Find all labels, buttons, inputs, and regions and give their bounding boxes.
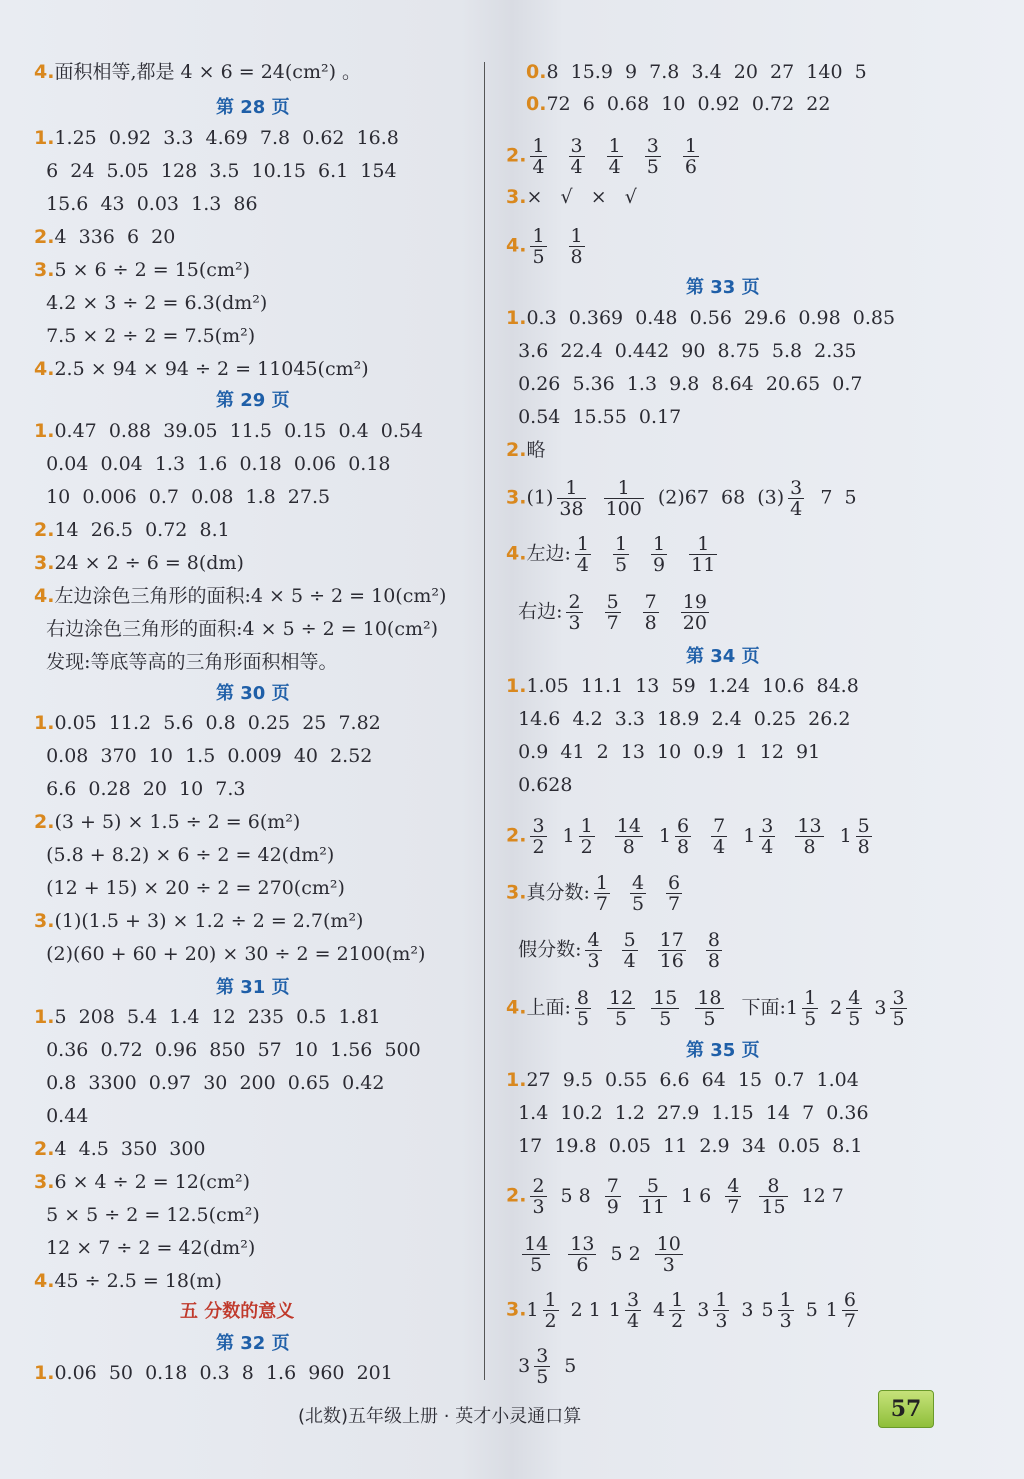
page-heading: 第 28 页 [216, 97, 290, 118]
answer-line: 0.8 3300 0.97 30 200 0.65 0.42 [34, 1072, 385, 1094]
fraction: $\frac{7}{9}$ [606, 1175, 619, 1218]
question-number: 4. [34, 1270, 55, 1292]
fraction: $\frac{14}{8}$ [616, 815, 641, 858]
fraction-line: 2. $\frac{1}{4}$ $\frac{3}{4}$ $\frac{1}{4}$ $\frac{3}{5}$ $\frac{1}{6}$ [506, 135, 697, 178]
question-number: 3. [34, 1171, 55, 1193]
question-number: 1. [506, 1069, 527, 1091]
answer-line: 0.36 0.72 0.96 850 57 10 1.56 500 [34, 1039, 421, 1061]
answer-line: 1.0.05 11.2 5.6 0.8 0.25 25 7.82 [34, 712, 381, 734]
fraction: $\frac{1}{7}$ [595, 872, 608, 915]
fraction: $\frac{13}{8}$ [797, 815, 822, 858]
question-number: 1. [506, 675, 527, 697]
answer-line: 0.9 41 2 13 10 0.9 1 12 91 [506, 741, 821, 763]
question-number: 4. [34, 358, 55, 380]
answer-line: 1.4 10.2 1.2 27.9 1.15 14 7 0.36 [506, 1102, 869, 1124]
fraction-line: 3 $\frac{3}{5}$ 5 [518, 1345, 577, 1388]
question-number: 4. [34, 585, 55, 607]
fraction: $\frac{1}{2}$ [544, 1289, 557, 1332]
fraction-line: 假分数: $\frac{4}{3}$ $\frac{5}{4}$ $\frac{17}{16}$ $\frac{8}{8}$ [506, 929, 720, 972]
fraction: $\frac{1}{4}$ [576, 533, 589, 576]
answer-line: 0.26 5.36 1.3 9.8 8.64 20.65 0.7 [506, 373, 863, 395]
fraction: $\frac{1}{2}$ [671, 1289, 684, 1332]
fraction: $\frac{4}{5}$ [631, 872, 645, 915]
fraction: $\frac{5}{7}$ [606, 591, 619, 634]
fraction-line: 2. $\frac{2}{3}$ 5 8 $\frac{7}{9}$ $\frac{5}{11}$ 1 6 $\frac{4}{7}$ $\frac{8}{15}$ 12 7 [506, 1175, 844, 1218]
fraction: $\frac{3}{4}$ [570, 135, 583, 178]
fraction: $\frac{3}{4}$ [626, 1289, 640, 1332]
fraction: $\frac{2}{3}$ [568, 591, 581, 634]
answer-line: (5.8 + 8.2) × 6 ÷ 2 = 42(dm²) [34, 844, 335, 866]
question-number: 3. [34, 910, 55, 932]
fraction: $\frac{1}{3}$ [715, 1289, 728, 1332]
answer-line: 0.54 15.55 0.17 [506, 406, 682, 428]
fraction: $\frac{1}{100}$ [605, 477, 642, 520]
page-heading: 第 30 页 [216, 683, 290, 704]
answer-line: 2.4 4.5 350 300 [34, 1138, 206, 1160]
answer-line: 0.08 370 10 1.5 0.009 40 2.52 [34, 745, 373, 767]
question-number: 2. [34, 226, 55, 248]
answer-line: 0.72 6 0.68 10 0.92 0.72 22 [526, 93, 831, 115]
answer-line: 3.24 × 2 ÷ 6 = 8(dm) [34, 552, 244, 574]
question-number: 1. [34, 712, 55, 734]
answer-line: 4.2.5 × 94 × 94 ÷ 2 = 11045(cm²) [34, 358, 369, 380]
answer-line: 15.6 43 0.03 1.3 86 [34, 193, 258, 215]
question-number: 1. [34, 127, 55, 149]
fraction: $\frac{6}{7}$ [843, 1289, 856, 1332]
fraction: $\frac{12}{5}$ [608, 987, 634, 1030]
question-number: 4. [34, 61, 55, 83]
fraction: $\frac{4}{7}$ [727, 1175, 740, 1218]
fraction: $\frac{7}{8}$ [644, 591, 657, 634]
fraction: $\frac{1}{5}$ [804, 987, 817, 1030]
answer-line: 17 19.8 0.05 11 2.9 34 0.05 8.1 [506, 1135, 863, 1157]
answer-line: 0.628 [506, 774, 573, 796]
column-divider [484, 62, 485, 1380]
answer-line: 6 24 5.05 128 3.5 10.15 6.1 154 [34, 160, 397, 182]
fraction: $\frac{14}{5}$ [524, 1233, 549, 1276]
fraction: $\frac{1}{9}$ [653, 533, 666, 576]
answer-line: 3.6 × 4 ÷ 2 = 12(cm²) [34, 1171, 250, 1193]
answer-line: (2)(60 + 60 + 20) × 30 ÷ 2 = 2100(m²) [34, 943, 426, 965]
answer-line: 1.1.05 11.1 13 59 1.24 10.6 84.8 [506, 675, 859, 697]
answer-line: 4.左边涂色三角形的面积:4 × 5 ÷ 2 = 10(cm²) [34, 585, 447, 607]
page-heading: 第 31 页 [216, 977, 290, 998]
answer-line: 3.5 × 6 ÷ 2 = 15(cm²) [34, 259, 250, 281]
fraction: $\frac{3}{5}$ [646, 135, 659, 178]
answer-line: 右边涂色三角形的面积:4 × 5 ÷ 2 = 10(cm²) [34, 618, 439, 640]
fraction: $\frac{1}{4}$ [532, 135, 545, 178]
fraction: $\frac{3}{5}$ [536, 1345, 549, 1388]
answer-line: 6.6 0.28 20 10 7.3 [34, 778, 246, 800]
fraction-line: 4.上面: $\frac{8}{5}$ $\frac{12}{5}$ $\frac{15}{5}$ $\frac{18}{5}$ 下面:1 $\frac{1}{5}$ 2 $\frac{4}{5}$ 3 $\frac{3}{5}$ [506, 987, 905, 1030]
fraction-line: 4. $\frac{1}{5}$ $\frac{1}{8}$ [506, 225, 583, 268]
fraction: $\frac{3}{4}$ [790, 477, 803, 520]
question-number: 0. [526, 61, 547, 83]
fraction: $\frac{6}{8}$ [677, 815, 690, 858]
fraction: $\frac{1}{3}$ [779, 1289, 792, 1332]
fraction-line: 3.(1) $\frac{1}{38}$ $\frac{1}{100}$ (2)67 68 (3) $\frac{3}{4}$ 7 5 [506, 477, 857, 520]
fraction: $\frac{1}{11}$ [691, 533, 716, 576]
answer-line: (12 + 15) × 20 ÷ 2 = 270(cm²) [34, 877, 345, 899]
answer-line: 1.0.06 50 0.18 0.3 8 1.6 960 201 [34, 1362, 393, 1384]
answer-line: 1.1.25 0.92 3.3 4.69 7.8 0.62 16.8 [34, 127, 399, 149]
question-number: 1. [34, 420, 55, 442]
fraction: $\frac{5}{11}$ [640, 1175, 666, 1218]
question-number: 1. [34, 1006, 55, 1028]
question-number: 2. [34, 811, 55, 833]
answer-line: 7.5 × 2 ÷ 2 = 7.5(m²) [34, 325, 256, 347]
fraction: $\frac{8}{5}$ [576, 987, 589, 1030]
fraction: $\frac{1}{4}$ [608, 135, 621, 178]
page-heading: 第 33 页 [686, 277, 760, 298]
answer-line: 3.× √ × √ [506, 186, 637, 208]
fraction: $\frac{1}{5}$ [532, 225, 545, 268]
fraction: $\frac{8}{15}$ [761, 1175, 786, 1218]
question-number: 1. [34, 1362, 55, 1384]
answer-line: 12 × 7 ÷ 2 = 42(dm²) [34, 1237, 256, 1259]
answer-line: 14.6 4.2 3.3 18.9 2.4 0.25 26.2 [506, 708, 851, 730]
page-heading: 第 35 页 [686, 1040, 760, 1061]
answer-line: 1.0.47 0.88 39.05 11.5 0.15 0.4 0.54 [34, 420, 424, 442]
fraction: $\frac{5}{4}$ [623, 929, 636, 972]
answer-line: 1.5 208 5.4 1.4 12 235 0.5 1.81 [34, 1006, 381, 1028]
question-number: 2. [506, 439, 527, 461]
question-number: 3. [34, 552, 55, 574]
fraction: $\frac{3}{4}$ [761, 815, 774, 858]
answer-line: 1.27 9.5 0.55 6.6 64 15 0.7 1.04 [506, 1069, 859, 1091]
fraction: $\frac{10}{3}$ [656, 1233, 681, 1276]
answer-line: 2.14 26.5 0.72 8.1 [34, 519, 230, 541]
fraction: $\frac{5}{8}$ [857, 815, 870, 858]
fraction: $\frac{8}{8}$ [707, 929, 720, 972]
fraction: $\frac{3}{2}$ [532, 815, 545, 858]
answer-line: 2.4 336 6 20 [34, 226, 176, 248]
fraction: $\frac{4}{5}$ [848, 987, 861, 1030]
answer-line: 0.04 0.04 1.3 1.6 0.18 0.06 0.18 [34, 453, 391, 475]
answer-line: 发现:等底等高的三角形面积相等。 [34, 651, 338, 673]
question-number: 3. [34, 259, 55, 281]
page-heading: 第 29 页 [216, 390, 290, 411]
answer-line: 4.2 × 3 ÷ 2 = 6.3(dm²) [34, 292, 268, 314]
fraction: $\frac{15}{5}$ [653, 987, 678, 1030]
fraction: $\frac{17}{16}$ [659, 929, 684, 972]
fraction: $\frac{18}{5}$ [697, 987, 722, 1030]
fraction-line: 3.真分数: $\frac{1}{7}$ $\frac{4}{5}$ $\frac{6}{7}$ [506, 872, 681, 915]
fraction: $\frac{7}{4}$ [713, 815, 726, 858]
page-heading: 第 34 页 [686, 646, 760, 667]
question-number: 3. [506, 186, 527, 208]
question-number: 1. [506, 307, 527, 329]
fraction-line: $\frac{14}{5}$ $\frac{13}{6}$ 5 2 $\frac{10}{3}$ [524, 1233, 681, 1276]
fraction: $\frac{1}{38}$ [559, 477, 584, 520]
fraction: $\frac{13}{6}$ [570, 1233, 595, 1276]
answer-line: 3.6 22.4 0.442 90 8.75 5.8 2.35 [506, 340, 857, 362]
answer-line: 4.面积相等,都是 4 × 6 = 24(cm²) 。 [34, 61, 362, 83]
question-number: 0. [526, 93, 547, 115]
question-number: 2. [34, 519, 55, 541]
fraction: $\frac{2}{3}$ [532, 1175, 545, 1218]
fraction-line: 右边: $\frac{2}{3}$ $\frac{5}{7}$ $\frac{7}{8}$ $\frac{19}{20}$ [506, 591, 707, 634]
fraction: $\frac{1}{2}$ [580, 815, 593, 858]
answer-line: 2.略 [506, 439, 546, 461]
answer-line: 3.(1)(1.5 + 3) × 1.2 ÷ 2 = 2.7(m²) [34, 910, 364, 932]
fraction: $\frac{1}{5}$ [614, 533, 628, 576]
answer-line: 1.0.3 0.369 0.48 0.56 29.6 0.98 0.85 [506, 307, 896, 329]
fraction-line: 2. $\frac{3}{2}$ 1 $\frac{1}{2}$ $\frac{14}{8}$ 1 $\frac{6}{8}$ $\frac{7}{4}$ 1 $\frac{3}{4}$ $\frac{13}{8}$ 1 $\frac{5}{8}$ [506, 815, 870, 858]
page-heading: 五 分数的意义 [180, 1301, 295, 1322]
question-number: 2. [34, 1138, 55, 1160]
answer-line: 5 × 5 ÷ 2 = 12.5(cm²) [34, 1204, 260, 1226]
page-heading: 第 32 页 [216, 1333, 290, 1354]
fraction: $\frac{1}{8}$ [570, 225, 583, 268]
fraction: $\frac{1}{6}$ [684, 135, 697, 178]
fraction: $\frac{6}{7}$ [668, 872, 681, 915]
fraction: $\frac{19}{20}$ [682, 591, 707, 634]
fraction: $\frac{4}{3}$ [587, 929, 600, 972]
answer-line: 10 0.006 0.7 0.08 1.8 27.5 [34, 486, 331, 508]
answer-line: 2.(3 + 5) × 1.5 ÷ 2 = 6(m²) [34, 811, 301, 833]
page-number-badge: 57 [878, 1390, 934, 1428]
answer-line: 4.45 ÷ 2.5 = 18(m) [34, 1270, 222, 1292]
fraction-line: 4.左边: $\frac{1}{4}$ $\frac{1}{5}$ $\frac{1}{9}$ $\frac{1}{11}$ [506, 533, 716, 576]
fraction: $\frac{3}{5}$ [892, 987, 905, 1030]
answer-line: 0.8 15.9 9 7.8 3.4 20 27 140 5 [526, 61, 867, 83]
fraction-line: 3.1 $\frac{1}{2}$ 2 1 1 $\frac{3}{4}$ 4 $\frac{1}{2}$ 3 $\frac{1}{3}$ 3 5 $\frac{1}{3}$ 5 1 $\frac{6}{7}$ [506, 1289, 856, 1332]
footer-title: (北数)五年级上册 · 英才小灵通口算 [298, 1406, 582, 1427]
answer-line: 0.44 [34, 1105, 89, 1127]
